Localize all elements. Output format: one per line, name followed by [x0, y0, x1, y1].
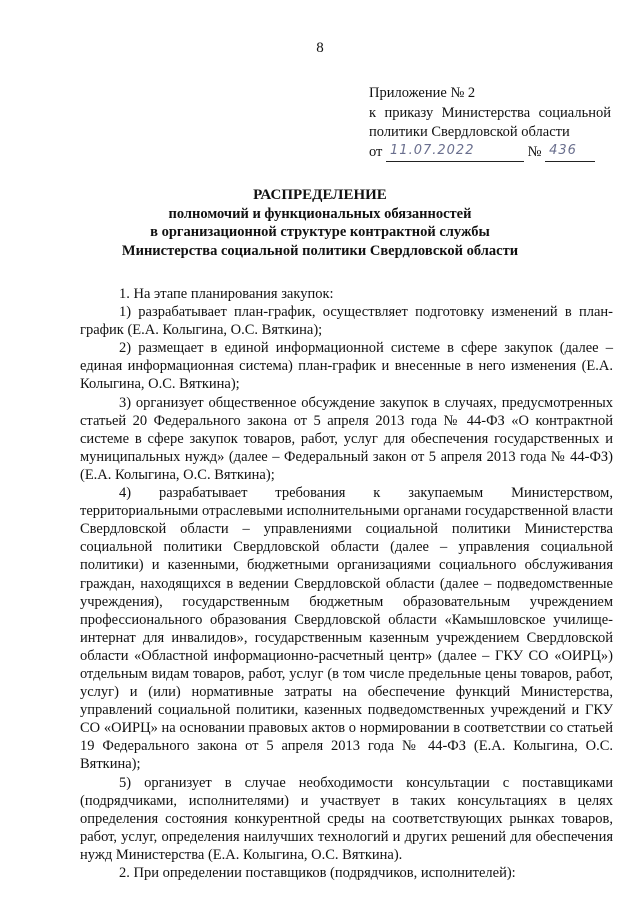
appendix-block	[369, 84, 611, 162]
from-label: от	[369, 143, 383, 160]
title-line-2: полномочий и функциональных обязанностей	[168, 205, 472, 222]
paragraph-item-5: 5) организует в случае необходимости консультации с поставщиками (подрядчиками, исполнителями) и участвует в таких консультациях в целях определения состояния конкурентной среды на соответствующих рынках товаров, работ, услуг, определения наилучших технологий и других решений для обеспечения нужд Министерства (Е.А. Колыгина, О.С. Вяткина).	[80, 774, 613, 863]
paragraph-item-2: 2) размещает в единой информационной системе в сфере закупок (далее – единая информационная система) план-график и внесенные в него изменения (Е.А. Колыгина, О.С. Вяткина);	[80, 340, 613, 393]
page-number: 8	[316, 40, 324, 56]
paragraph-item-4: 4) разрабатывает требования к закупаемым Министерством, территориальными отраслевыми исполнительными органами государственной власти Свердловской области – управлениями социальной политики Министерства социальной политики Свердловской области (далее – управления социальной политики) и казенными, бюджетными организациями социального обслуживания граждан, находящихся в ведении Свердловской области (далее – подведомственные учреждения), государственным бюджетным образовательным учреждением профессионального образования Свердловской области «Камышловское училище-интернат для инвалидов», государственным казенным учреждением Свердловской области «Областной информационно-расчетный центр» (далее – ГКУ СО «ОИРЦ») отдельным видам товаров, работ, услуг (в том числе предельные цены товаров, работ, услуг) и (или) нормативные затраты на обеспечение функций Министерства, управлений социальной политики, казенных подведомственных учреждений и ГКУ СО «ОИРЦ» на основании правовых актов о нормировании в соответствии со статьей 19 Федерального закона от 5 апреля 2013 года № 44-ФЗ (Е.А. Колыгина, О.С. Вяткина);	[80, 485, 613, 773]
date-field	[386, 142, 524, 162]
paragraph-section-2: 2. При определении поставщиков (подрядчиков, исполнителей):	[119, 865, 516, 881]
paragraph-section-1: 1. На этапе планирования закупок:	[119, 286, 334, 302]
appendix-order-line: к приказу Министерства социальной	[369, 104, 611, 121]
number-field	[545, 142, 595, 162]
document-title	[0, 186, 640, 260]
handwritten-date: 11.07.2022	[390, 142, 475, 158]
paragraph-item-3: 3) организует общественное обсуждение закупок в случаях, предусмотренных статьей 20 Федерального закона от 5 апреля 2013 года № 44-ФЗ «О контрактной системе в сфере закупок товаров, работ, услуг для обеспечения государственных и муниципальных нужд» (далее – Федеральный закон от 5 апреля 2013 года № 44-ФЗ) (Е.А. Колыгина, О.С. Вяткина);	[80, 394, 613, 483]
appendix-date-line	[369, 143, 611, 163]
handwritten-number: 436	[549, 142, 577, 158]
title-line-3: в организационной структуре контрактной службы	[150, 224, 490, 240]
appendix-title: Приложение № 2	[369, 85, 476, 101]
number-label: №	[527, 143, 542, 160]
document-body	[80, 285, 613, 882]
paragraph-item-1: 1) разрабатывает план-график, осуществляет подготовку изменений в план-график (Е.А. Колыгина, О.С. Вяткина);	[80, 304, 613, 339]
title-line-4: Министерства социальной политики Свердловской области	[121, 242, 519, 259]
title-main: РАСПРЕДЕЛЕНИЕ	[253, 187, 387, 203]
appendix-ministry-line: политики Свердловской области	[369, 124, 570, 140]
